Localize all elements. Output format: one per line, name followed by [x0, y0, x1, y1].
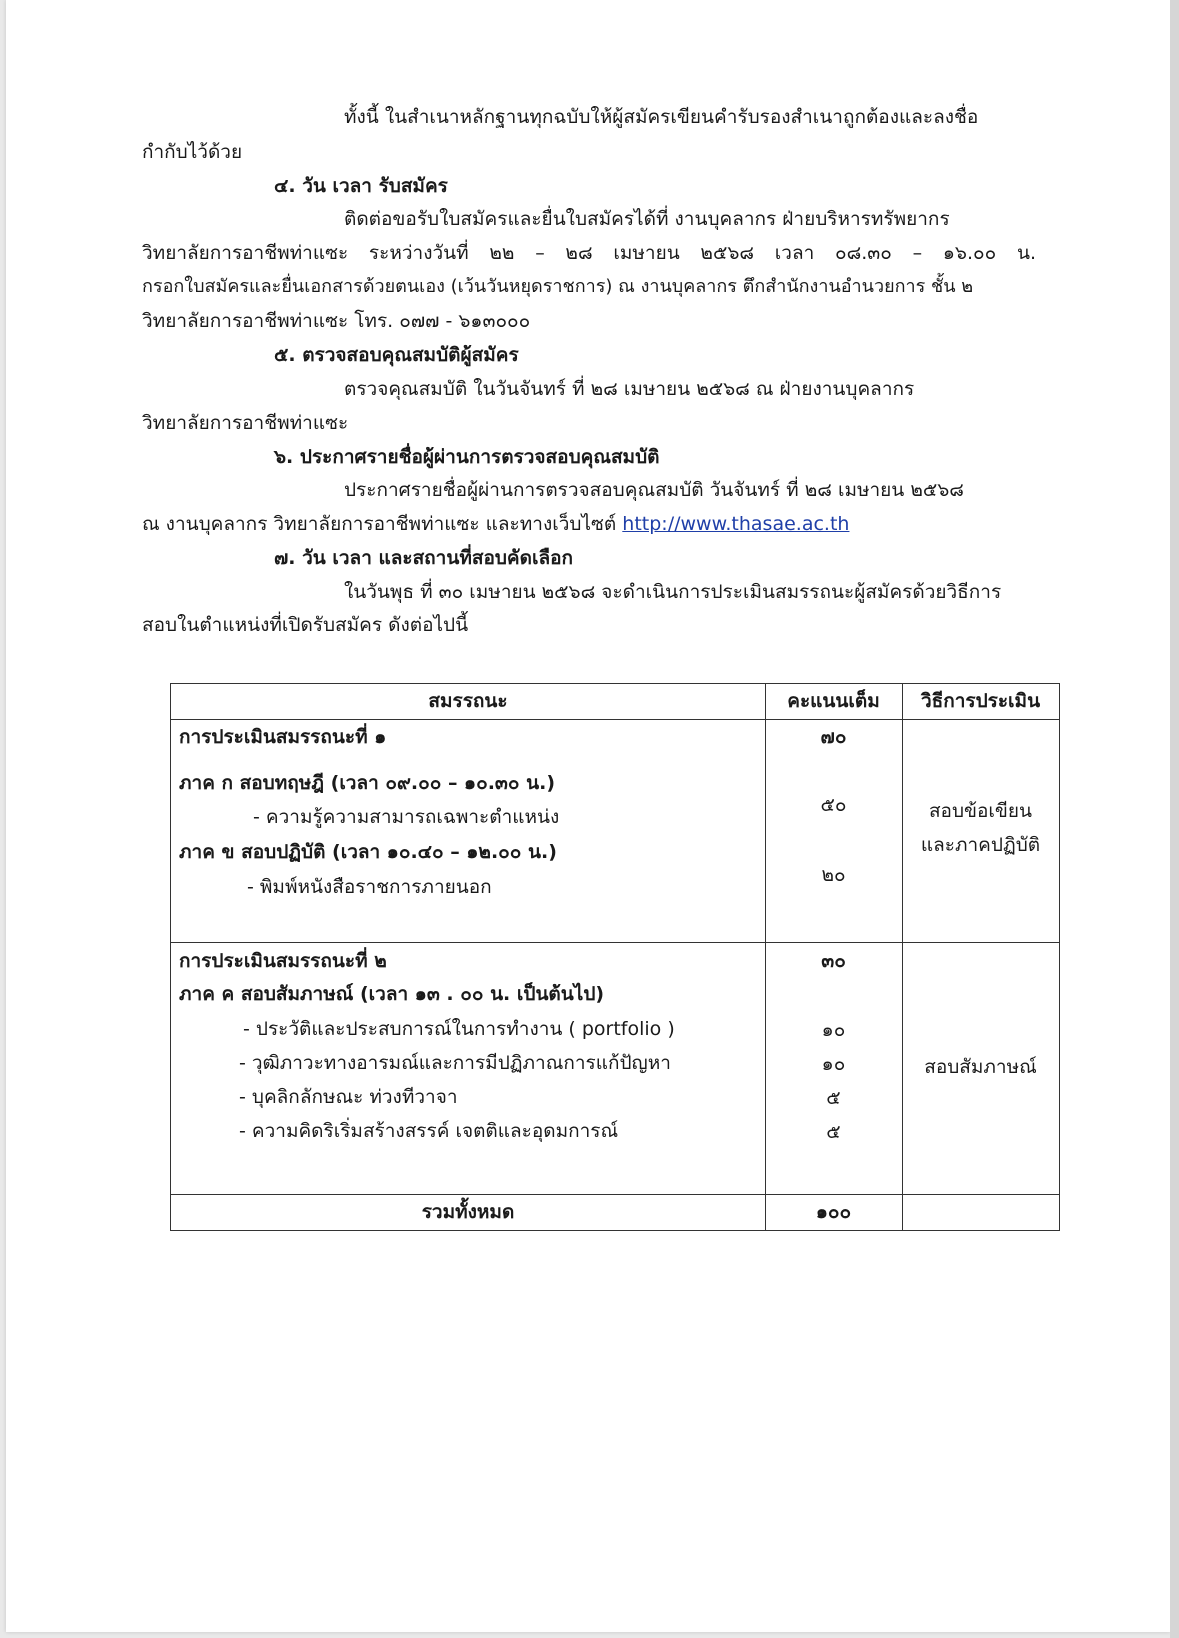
paragraph-line: [142, 511, 849, 537]
header-full-score: คะแนนเต็ม: [787, 690, 880, 712]
table-divider: [171, 942, 1059, 943]
part-c-item-score: ๕: [826, 1087, 841, 1109]
group-1-method: และภาคปฏิบัติ: [920, 834, 1041, 856]
paragraph-line: ทั้งนี้ ในสำเนาหลักฐานทุกฉบับให้ผู้สมัครเขียนคำรับรองสำเนาถูกต้องและลงชื่อ: [344, 106, 979, 128]
paragraph-text: ณ งานบุคลากร วิทยาลัยการอาชีพท่าแซะ และทางเว็บไซต์: [142, 513, 617, 535]
group-2-method: สอบสัมภาษณ์: [924, 1056, 1037, 1078]
part-c-item-score: ๑๐: [821, 1019, 846, 1041]
part-c-item: - ความคิดริเริ่มสร้างสรรค์ เจตติและอุดมการณ์: [239, 1120, 619, 1142]
part-b-item: - พิมพ์หนังสือราชการภายนอก: [247, 876, 492, 898]
paragraph-line: กรอกใบสมัครและยื่นเอกสารด้วยตนเอง (เว้นวันหยุดราชการ) ณ งานบุคลากร ตึกสำนักงานอำนวยการ ชั้น ๒: [142, 276, 974, 297]
paragraph-line: ตรวจคุณสมบัติ ในวันจันทร์ ที่ ๒๘ เมษายน ๒๕๖๘ ณ ฝ่ายงานบุคลากร: [344, 378, 915, 400]
group-1-title: การประเมินสมรรถนะที่ ๑: [179, 726, 387, 748]
part-c-title: ภาค ค สอบสัมภาษณ์ (เวลา ๑๓ . ๐๐ น. เป็นต้นไป): [179, 983, 605, 1005]
section-6-heading: ๖. ประกาศรายชื่อผู้ผ่านการตรวจสอบคุณสมบัติ: [274, 446, 660, 468]
website-link[interactable]: http://www.thasae.ac.th: [622, 513, 850, 535]
paragraph-line: กำกับไว้ด้วย: [142, 141, 243, 163]
table-divider: [171, 1194, 1059, 1195]
group-2-score: ๓๐: [821, 950, 846, 972]
total-score: ๑๐๐: [815, 1201, 852, 1223]
paragraph-line: ในวันพุธ ที่ ๓๐ เมษายน ๒๕๖๘ จะดำเนินการประเมินสมรรถนะผู้สมัครด้วยวิธีการ: [344, 581, 1002, 603]
paragraph-line: วิทยาลัยการอาชีพท่าแซะ: [142, 412, 349, 434]
part-a-score: ๕๐: [820, 794, 847, 816]
part-b-score: ๒๐: [821, 864, 846, 886]
group-1-score: ๗๐: [820, 726, 847, 748]
paragraph-line: ประกาศรายชื่อผู้ผ่านการตรวจสอบคุณสมบัติ วันจันทร์ ที่ ๒๘ เมษายน ๒๕๖๘: [344, 479, 964, 501]
table-divider: [902, 684, 903, 1230]
header-method: วิธีการประเมิน: [920, 690, 1041, 712]
part-c-item-score: ๑๐: [821, 1053, 846, 1075]
total-label: รวมทั้งหมด: [421, 1201, 515, 1223]
part-c-item: - บุคลิกลักษณะ ท่วงทีวาจา: [239, 1086, 458, 1108]
part-c-item: - ประวัติและประสบการณ์ในการทำงาน ( portfolio ): [243, 1018, 675, 1040]
part-a-item: - ความรู้ความสามารถเฉพาะตำแหน่ง: [253, 806, 560, 828]
paragraph-line: ติดต่อขอรับใบสมัครและยื่นใบสมัครได้ที่ งานบุคลากร ฝ่ายบริหารทรัพยากร: [344, 208, 950, 230]
section-7-heading: ๗. วัน เวลา และสถานที่สอบคัดเลือก: [274, 547, 574, 569]
part-a-title: ภาค ก สอบทฤษฎี (เวลา ๐๙.๐๐ – ๑๐.๓๐ น.): [179, 772, 556, 794]
group-2-title: การประเมินสมรรถนะที่ ๒: [179, 950, 387, 972]
assessment-table: [170, 683, 1060, 1231]
table-divider: [171, 719, 1059, 720]
group-1-method: สอบข้อเขียน: [928, 800, 1033, 822]
section-5-heading: ๕. ตรวจสอบคุณสมบัติผู้สมัคร: [274, 344, 519, 366]
paragraph-line: วิทยาลัยการอาชีพท่าแซะ โทร. ๐๗๗ - ๖๑๓๐๐๐: [142, 310, 531, 332]
paragraph-line: วิทยาลัยการอาชีพท่าแซะ ระหว่างวันที่ ๒๒ – ๒๘ เมษายน ๒๕๖๘ เวลา ๐๘.๓๐ – ๑๖.๐๐ น.: [142, 242, 1036, 264]
section-4-heading: ๔. วัน เวลา รับสมัคร: [274, 175, 448, 197]
part-c-item: - วุฒิภาวะทางอารมณ์และการมีปฏิภาณการแก้ปัญหา: [239, 1052, 671, 1074]
background-edge: [1170, 0, 1179, 1638]
document-page: [6, 0, 1170, 1632]
part-b-title: ภาค ข สอบปฏิบัติ (เวลา ๑๐.๔๐ – ๑๒.๐๐ น.): [179, 841, 557, 863]
header-competency: สมรรถนะ: [428, 690, 508, 712]
paragraph-line: สอบในตำแหน่งที่เปิดรับสมัคร ดังต่อไปนี้: [142, 614, 469, 636]
part-c-item-score: ๕: [826, 1121, 841, 1143]
